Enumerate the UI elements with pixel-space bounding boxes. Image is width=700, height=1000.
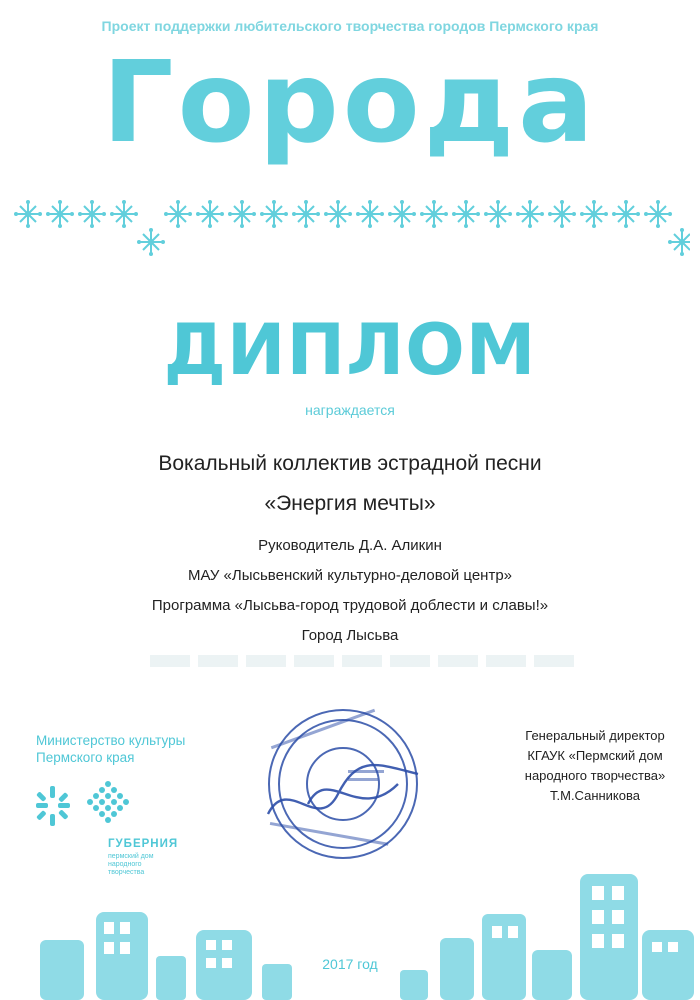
ornament-border <box>10 196 690 266</box>
ministry-line-1: Министерство культуры <box>36 733 186 748</box>
program-line: Программа «Лысьва-город трудовой доблести и славы!» <box>151 597 549 614</box>
director-block <box>505 726 685 806</box>
ministry-line-2: Пермского края <box>36 750 135 765</box>
diploma-title: ДИПЛОМ <box>163 309 537 391</box>
city-line: Город Лысьва <box>301 627 399 644</box>
recipient-name: Вокальный коллектив эстрадной песни <box>158 452 542 475</box>
bleed-through-text <box>150 655 580 667</box>
goroda-logo-title: Города <box>102 38 598 168</box>
signature <box>268 765 418 814</box>
director-name: Т.М.Санникова <box>550 788 640 803</box>
sun-icon <box>36 786 70 826</box>
recipient-ensemble-name: «Энергия мечты» <box>264 492 436 515</box>
city-skyline <box>0 860 700 1000</box>
ministry-label <box>36 732 216 766</box>
ornament-row <box>14 200 690 256</box>
awarded-label: награждается <box>305 402 395 418</box>
year-label: 2017 год <box>322 956 378 972</box>
official-stamp <box>248 704 438 864</box>
director-title: Генеральный директор <box>525 728 665 743</box>
guberniya-subtitle: пермский дом народного творчества <box>108 853 154 876</box>
director-org-line-1: КГАУК «Пермский дом <box>527 748 663 763</box>
organization-line: МАУ «Лысьвенский культурно-деловой центр» <box>187 567 513 584</box>
diamond-pattern-icon <box>87 781 129 823</box>
project-line: Проект поддержки любительского творчества городов Пермского края <box>101 18 599 34</box>
director-org-line-2: народного творчества» <box>524 768 666 783</box>
guberniya-logo-text: ГУБЕРНИЯ <box>108 838 179 850</box>
leader-line: Руководитель Д.А. Аликин <box>258 537 442 554</box>
